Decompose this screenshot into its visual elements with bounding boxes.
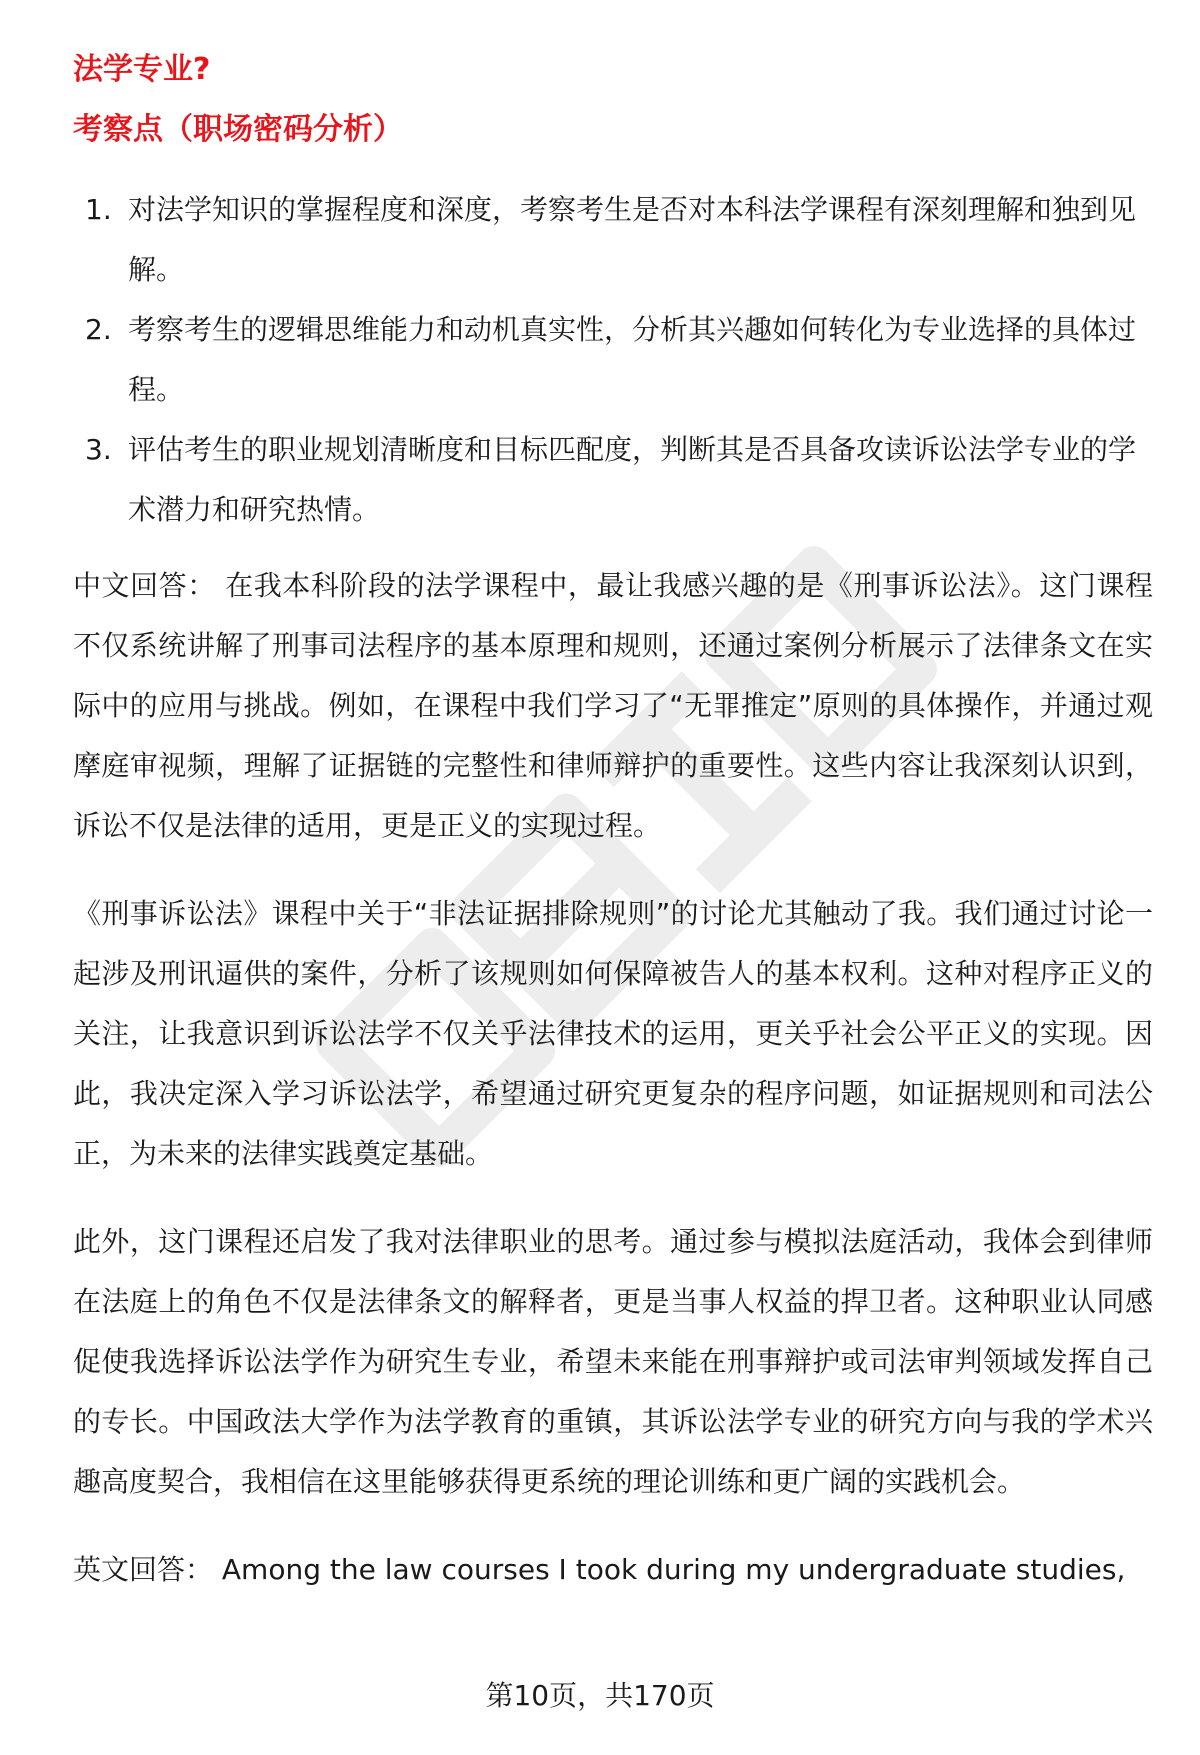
page-number-footer: 第10页，共170页 — [485, 1679, 715, 1712]
chinese-answer-paragraph: 中文回答： 在我本科阶段的法学课程中，最让我感兴趣的是《刑事诉讼法》。这门课程不仅系统讲解了刑事司法程序的基本原理和规则，还通过案例分析展示了法律条文在实际中的应用与挑战。例如，在课程中我们学习了“无罪推定”原则的具体操作，并通过观摩庭审视频，理解了证据链的完整性和律师辩护的重要性。这些内容让我深刻认识到，诉讼不仅是法律的适用，更是正义的实现过程。 — [73, 569, 1153, 842]
list-item-number: 1. — [85, 193, 112, 226]
list-item-text: 考察考生的逻辑思维能力和动机真实性，分析其兴趣如何转化为专业选择的具体过程。 — [128, 313, 1137, 406]
list-item — [73, 420, 1153, 540]
list-item — [73, 180, 1153, 300]
document-content — [73, 50, 1153, 1600]
list-item-text: 评估考生的职业规划清晰度和目标匹配度，判断其是否具备攻读诉讼法学专业的学术潜力和研究热情。 — [128, 433, 1137, 526]
assessment-points-list — [73, 180, 1153, 540]
list-item-number: 2. — [85, 313, 112, 346]
list-item — [73, 300, 1153, 420]
body-paragraph: 此外，这门课程还启发了我对法律职业的思考。通过参与模拟法庭活动，我体会到律师在法庭上的角色不仅是法律条文的解释者，更是当事人权益的捍卫者。这种职业认同感促使我选择诉讼法学作为研究生专业，希望未来能在刑事辩护或司法审判领域发挥自己的专长。中国政法大学作为法学教育的重镇，其诉讼法学专业的研究方向与我的学术兴趣高度契合，我相信在这里能够获得更系统的理论训练和更广阔的实践机会。 — [73, 1225, 1153, 1498]
section-heading: 考察点（职场密码分析） — [73, 112, 403, 147]
question-heading: 法学专业? — [73, 52, 211, 87]
list-item-text: 对法学知识的掌握程度和深度，考察考生是否对本科法学课程有深刻理解和独到见解。 — [128, 193, 1137, 286]
body-paragraph: 《刑事诉讼法》课程中关于“非法证据排除规则”的讨论尤其触动了我。我们通过讨论一起涉及刑讯逼供的案件，分析了该规则如何保障被告人的基本权利。这种对程序正义的关注，让我意识到诉讼法学不仅关乎法律技术的运用，更关乎社会公平正义的实现。因此，我决定深入学习诉讼法学，希望通过研究更复杂的程序问题，如证据规则和司法公正，为未来的法律实践奠定基础。 — [73, 897, 1153, 1170]
list-item-number: 3. — [85, 433, 112, 466]
english-answer-paragraph: 英文回答： Among the law courses I took during my undergraduate studies, — [73, 1553, 1126, 1586]
